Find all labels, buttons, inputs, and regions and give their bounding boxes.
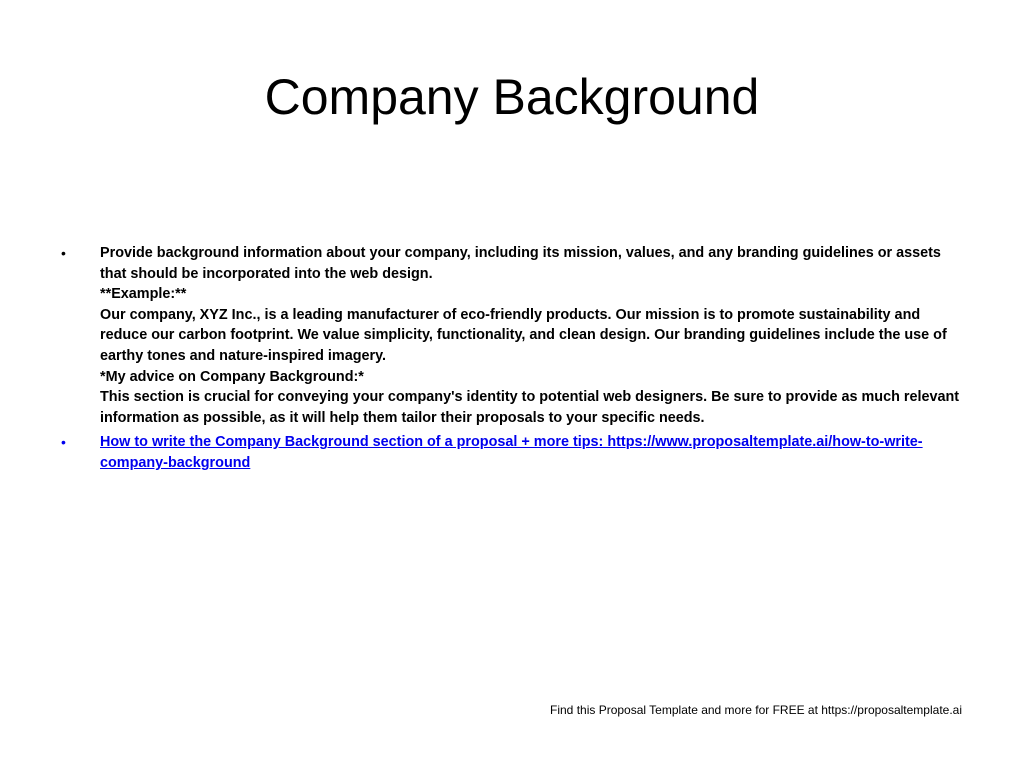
bullet-marker-icon: • [61, 245, 66, 261]
example-heading: **Example:** [100, 286, 187, 303]
example-text: Our company, XYZ Inc., is a leading manufacturer of eco-friendly products. Our mission is to promote sustainability and reduce our carbon footprint. We value simplicity, functionality, and clean design. Our branding guidelines include the use of earthy tones and nature-inspired imagery. [100, 306, 947, 364]
bullet-marker-icon: • [61, 434, 66, 451]
slide-footer: Find this Proposal Template and more for FREE at https://proposaltemplate.ai [550, 703, 962, 717]
advice-heading: *My advice on Company Background:* [100, 368, 364, 385]
bullet-item-link [58, 432, 968, 473]
advice-text: This section is crucial for conveying your company's identity to potential web designers. Be sure to provide as much relevant information as possible, as it will help them tailor their proposals to your specific needs. [100, 389, 960, 426]
description-text: Provide background information about your company, including its mission, values, and any branding guidelines or assets that should be incorporated into the web design. [100, 245, 941, 282]
slide-title: Company Background [264, 69, 760, 125]
slide-content [58, 243, 968, 478]
company-background-guide-link[interactable]: How to write the Company Background section of a proposal + more tips: https://www.proposaltemplate.ai/how-to-write-company-background [100, 434, 923, 471]
bullet-item-description [58, 243, 968, 428]
